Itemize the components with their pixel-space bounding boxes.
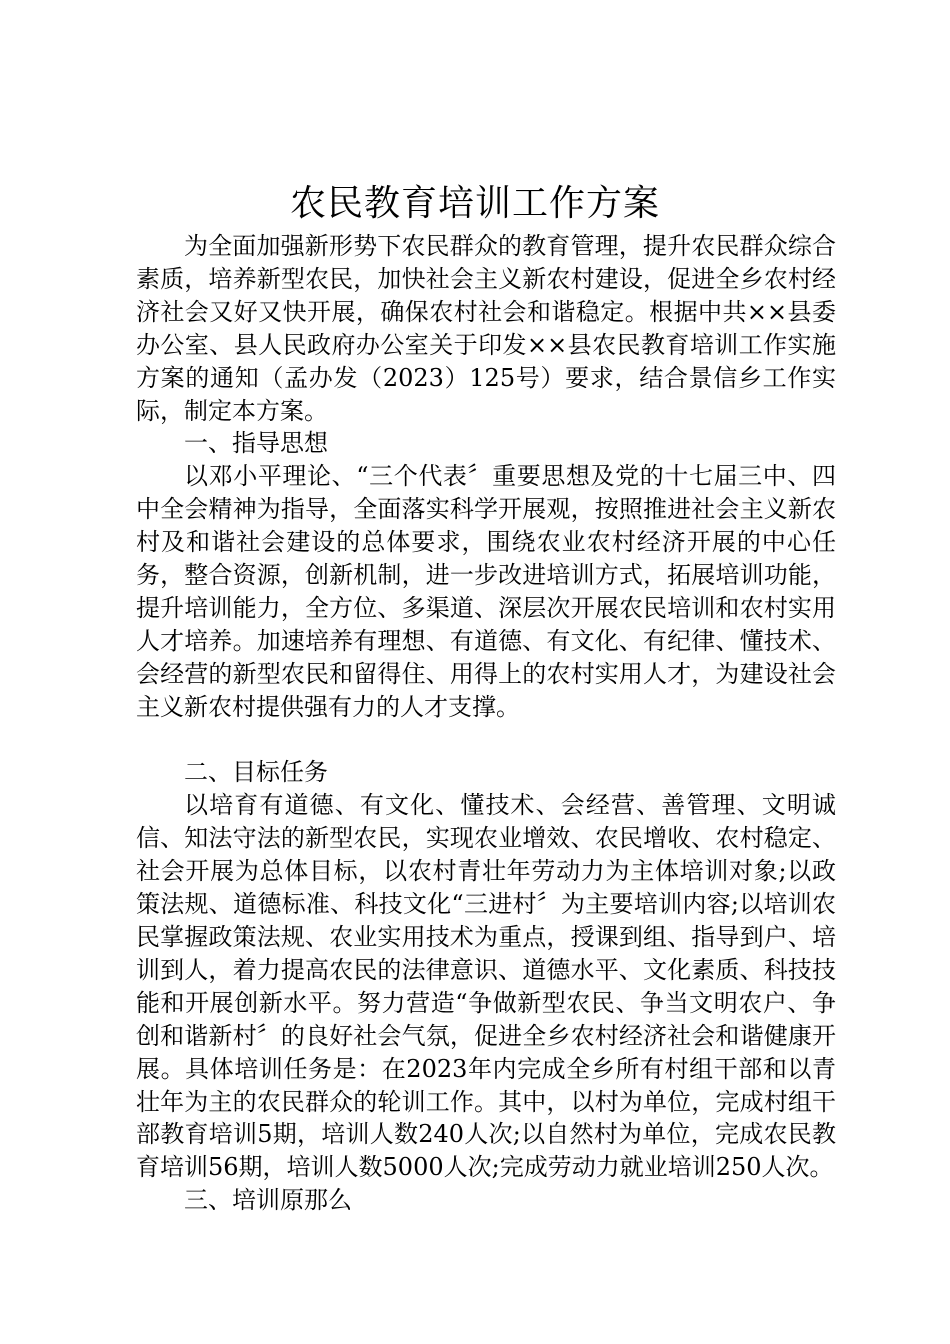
section-body-guiding-ideology: 以邓小平理论、“三个代表〞重要思想及党的十七届三中、四中全会精神为指导，全面落实科学开展观，按照推进社会主义新农村及和谐社会建设的总体要求，围绕农业农村经济开展的中心任务，整合资源，创新机制，进一步改进培训方式，拓展培训功能，提升培训能力，全方位、多渠道、深层次开展农民培训和农村实用人才培养。加速培养有理想、有道德、有文化、有纪律、懂技术、会经营的新型农民和留得住、用得上的农村实用人才，为建设社会主义新农村提供强有力的人才支撑。	[136, 462, 836, 721]
section-heading-guiding-ideology: 一、指导思想	[184, 429, 328, 458]
document-body	[136, 230, 836, 1217]
document-title: 农民教育培训工作方案	[289, 183, 660, 224]
intro-paragraph: 为全面加强新形势下农民群众的教育管理，提升农民群众综合素质，培养新型农民，加快社会主义新农村建设，促进全乡农村经济社会又好又快开展，确保农村社会和谐稳定。根据中共××县委办公室、县人民政府办公室关于印发××县农民教育培训工作实施方案的通知（孟办发（2023）125号）要求，结合景信乡工作实际，制定本方案。	[136, 232, 836, 425]
section-body-goals-tasks: 以培育有道德、有文化、懂技术、会经营、善管理、文明诚信、知法守法的新型农民，实现农业增效、农民增收、农村稳定、社会开展为总体目标，以农村青壮年劳动力为主体培训对象;以政策法规、道德标准、科技文化“三进村〞为主要培训内容;以培训农民掌握政策法规、农业实用技术为重点，授课到组、指导到户、培训到人，着力提高农民的法律意识、道德水平、文化素质、科技技能和开展创新水平。努力营造“争做新型农民、争当文明农户、争创和谐新村〞的良好社会气氛，促进全乡农村经济社会和谐健康开展。具体培训任务是：在2023年内完成全乡所有村组干部和以青壮年为主的农民群众的轮训工作。其中，以村为单位，完成村组干部教育培训5期，培训人数240人次;以自然村为单位，完成农民教育培训56期，培训人数5000人次;完成劳动力就业培训250人次。	[136, 791, 836, 1182]
section-heading-goals-tasks: 二、目标任务	[184, 758, 328, 787]
section-heading-training-principles: 三、培训原那么	[184, 1186, 352, 1215]
paragraph-spacer	[136, 724, 836, 757]
